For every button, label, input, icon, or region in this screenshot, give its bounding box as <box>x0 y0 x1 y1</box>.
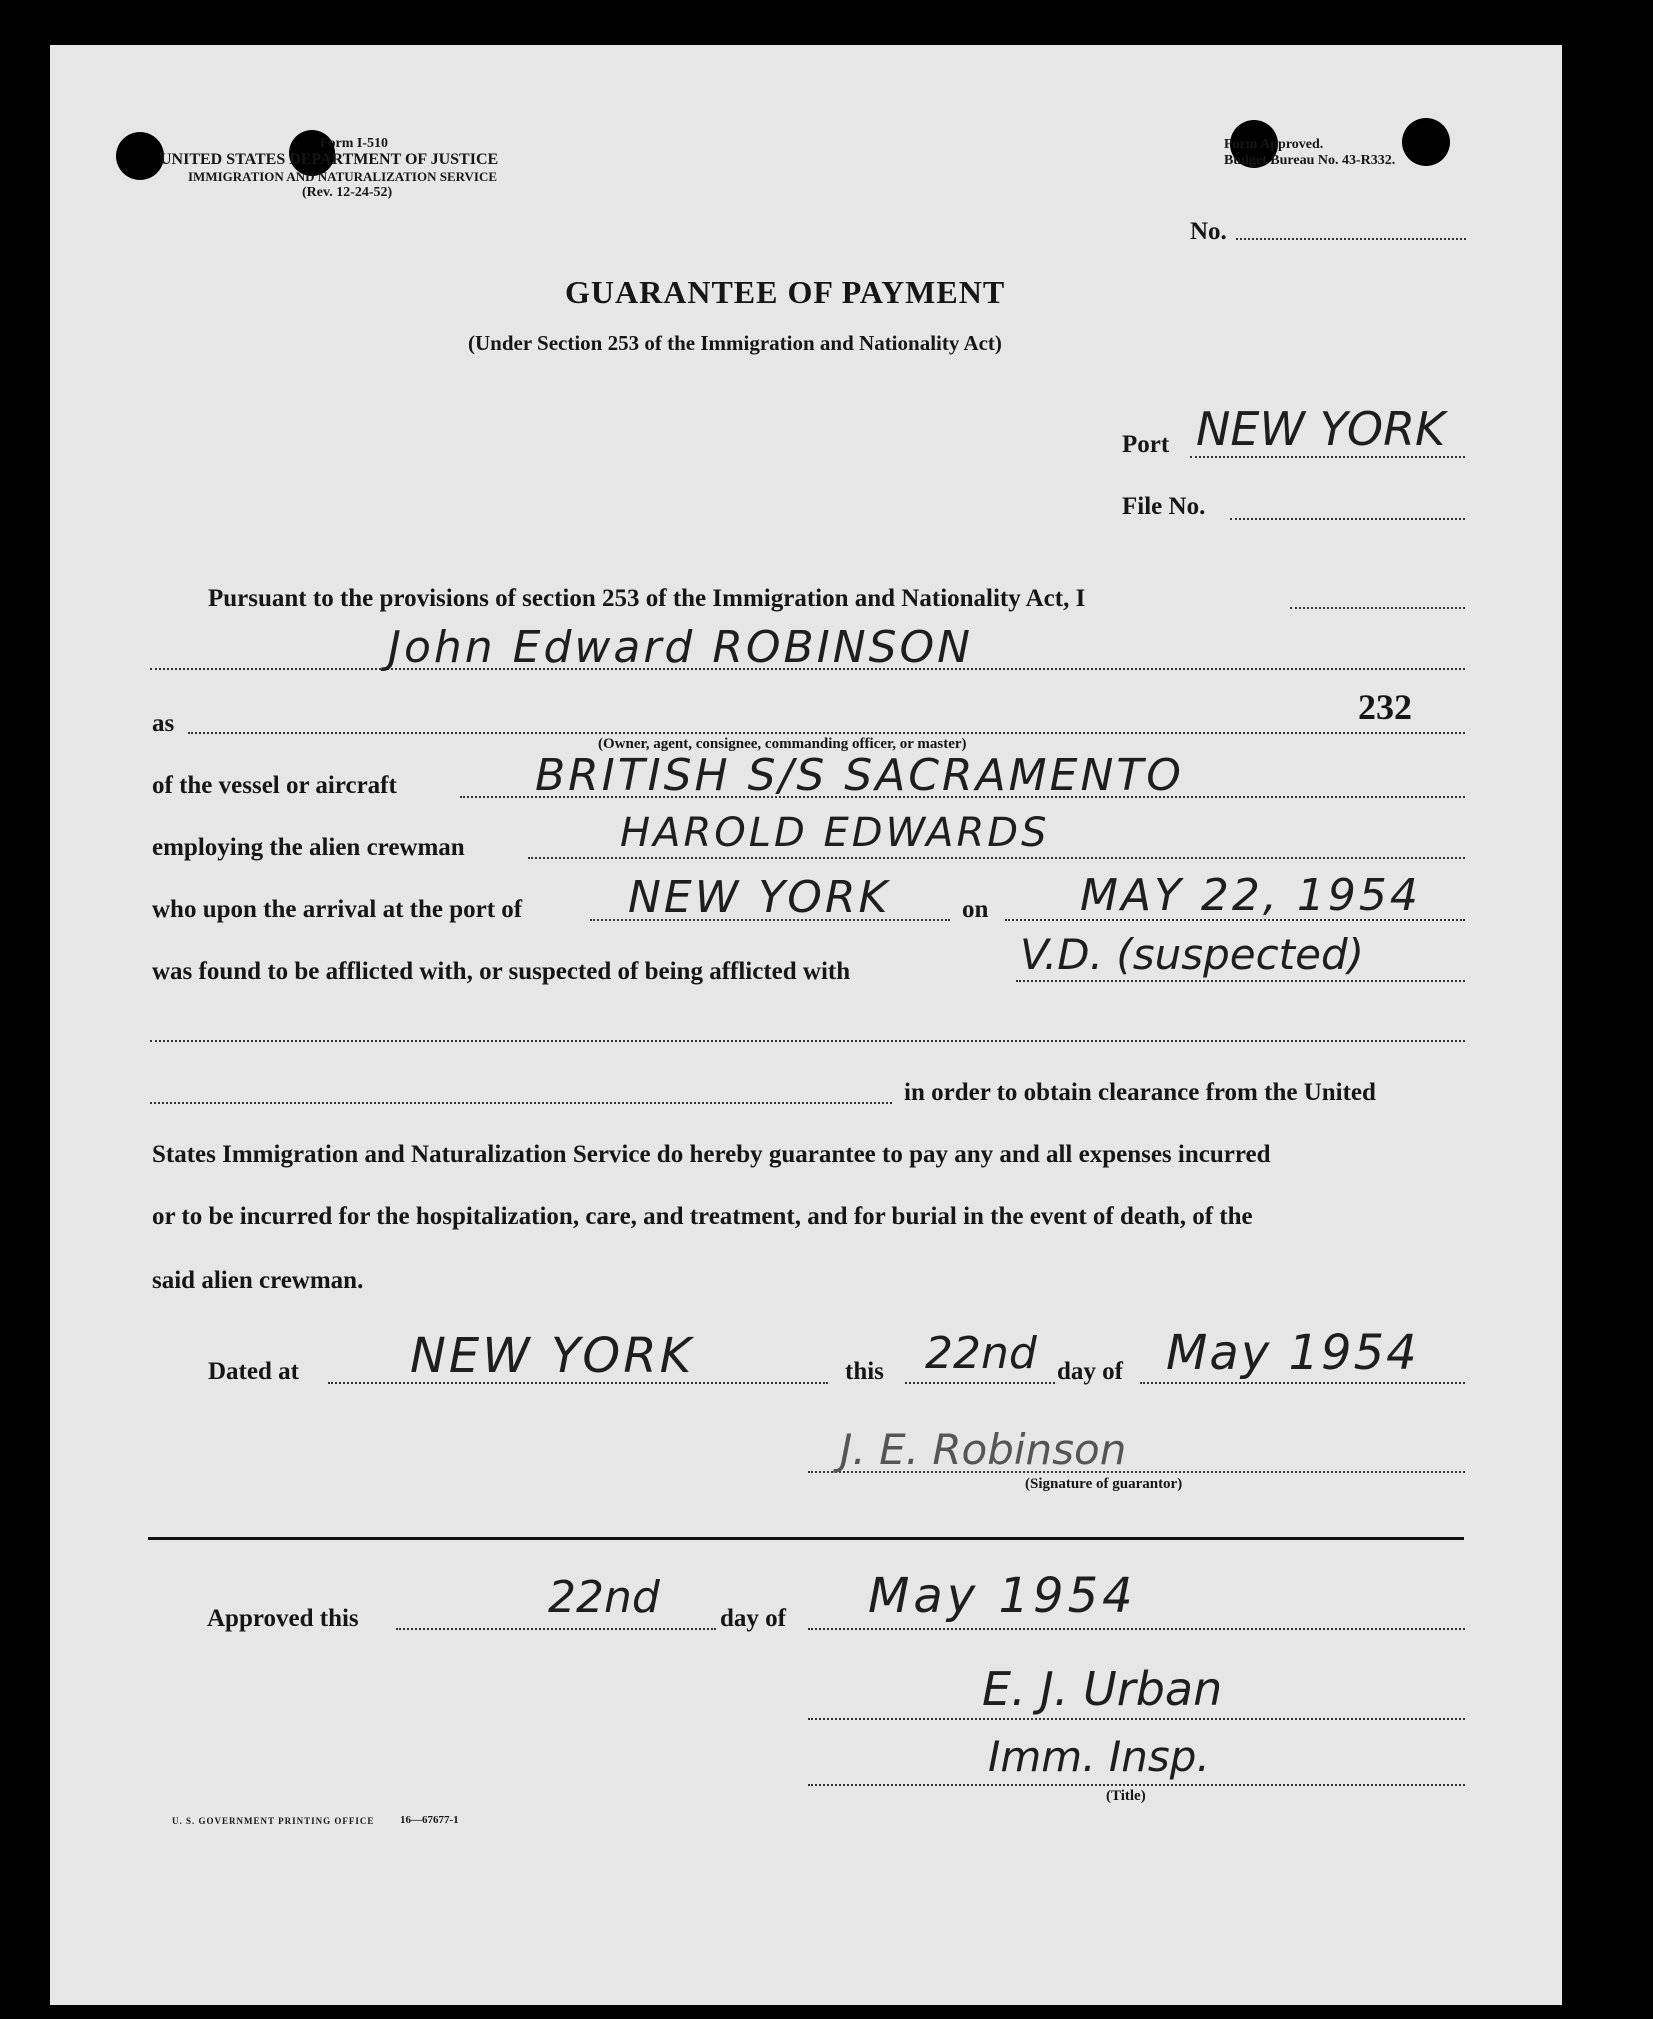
crewman-label: employing the alien crewman <box>152 834 465 861</box>
approver-signature: E. J. Urban <box>982 1662 1223 1716</box>
document-subtitle: (Under Section 253 of the Immigration and Nationality Act) <box>468 331 1002 355</box>
guarantor-signature: J. E. Robinson <box>840 1425 1127 1474</box>
clearance-text: in order to obtain clearance from the United <box>904 1079 1376 1106</box>
approval-line-1: Form Approved. <box>1224 137 1324 152</box>
approval-line-2: Budget Bureau No. 43-R332. <box>1224 153 1396 168</box>
port-line <box>1190 456 1465 458</box>
print-code: 16—67677-1 <box>400 1814 459 1826</box>
approved-label: Approved this <box>207 1605 359 1632</box>
dated-at-label: Dated at <box>208 1358 299 1385</box>
blank-line <box>150 1040 1465 1042</box>
dated-this-label: this <box>845 1358 884 1385</box>
crewman-value: HAROLD EDWARDS <box>620 810 1050 856</box>
approved-day-of-label: day of <box>720 1605 786 1632</box>
form-number: Form I-510 <box>320 136 389 151</box>
afflicted-label: was found to be afflicted with, or suspected of being afflicted with <box>152 958 851 985</box>
afflicted-line <box>1016 980 1465 982</box>
dated-place-value: NEW YORK <box>410 1328 695 1384</box>
document-title: GUARANTEE OF PAYMENT <box>565 274 1006 310</box>
printer-imprint: U. S. GOVERNMENT PRINTING OFFICE <box>172 1816 375 1826</box>
clearance-line <box>150 1102 892 1104</box>
dated-day-value: 22nd <box>925 1328 1037 1379</box>
guarantor-name: John Edward ROBINSON <box>388 622 974 673</box>
vessel-label: of the vessel or aircraft <box>152 772 397 799</box>
section-divider <box>148 1537 1464 1540</box>
title-line <box>808 1784 1465 1786</box>
guarantee-paragraph-line-1: States Immigration and Naturalization Service do hereby guarantee to pay any and all expenses incurred <box>152 1141 1271 1168</box>
number-label: No. <box>1190 218 1227 245</box>
revision-date: (Rev. 12-24-52) <box>302 185 393 200</box>
as-caption: (Owner, agent, consignee, commanding officer, or master) <box>598 736 967 752</box>
dated-day-of-label: day of <box>1057 1358 1123 1385</box>
as-number: 232 <box>1358 687 1412 727</box>
arrival-port-value: NEW YORK <box>628 872 891 923</box>
guarantee-paragraph-line-3: said alien crewman. <box>152 1267 364 1294</box>
on-label: on <box>962 896 989 923</box>
approved-day-line <box>396 1628 716 1630</box>
approved-month-year-value: May 1954 <box>868 1568 1137 1624</box>
punch-hole <box>1402 118 1450 166</box>
arrival-date-value: MAY 22, 1954 <box>1080 870 1421 921</box>
signature-caption: (Signature of guarantor) <box>1025 1476 1183 1492</box>
title-caption: (Title) <box>1106 1788 1146 1804</box>
port-label: Port <box>1122 431 1170 458</box>
as-label: as <box>152 710 175 737</box>
intro-line-end <box>1290 607 1465 609</box>
statement-intro: Pursuant to the provisions of section 253 of the Immigration and Nationality Act, I <box>208 585 1086 612</box>
as-line <box>188 732 1465 734</box>
dated-month-year-value: May 1954 <box>1166 1325 1419 1381</box>
punch-hole <box>116 132 164 180</box>
file-no-line <box>1230 518 1465 520</box>
file-no-label: File No. <box>1122 493 1206 520</box>
dated-month-line <box>1140 1382 1465 1384</box>
approved-day-value: 22nd <box>548 1572 660 1623</box>
dated-day-line <box>905 1382 1055 1384</box>
number-line <box>1236 238 1466 240</box>
port-value: NEW YORK <box>1196 402 1446 456</box>
approver-signature-line <box>808 1718 1465 1720</box>
afflicted-value: V.D. (suspected) <box>1020 930 1365 979</box>
arrival-label: who upon the arrival at the port of <box>152 896 523 923</box>
approved-month-line <box>808 1628 1465 1630</box>
crewman-line <box>528 857 1465 859</box>
approver-title-value: Imm. Insp. <box>988 1732 1210 1781</box>
guarantee-paragraph-line-2: or to be incurred for the hospitalization, care, and treatment, and for burial in the event of death, of the <box>152 1203 1253 1230</box>
agency-line-1: UNITED STATES DEPARTMENT OF JUSTICE <box>160 151 499 168</box>
vessel-value: BRITISH S/S SACRAMENTO <box>535 750 1184 801</box>
agency-line-2: IMMIGRATION AND NATURALIZATION SERVICE <box>188 169 498 184</box>
